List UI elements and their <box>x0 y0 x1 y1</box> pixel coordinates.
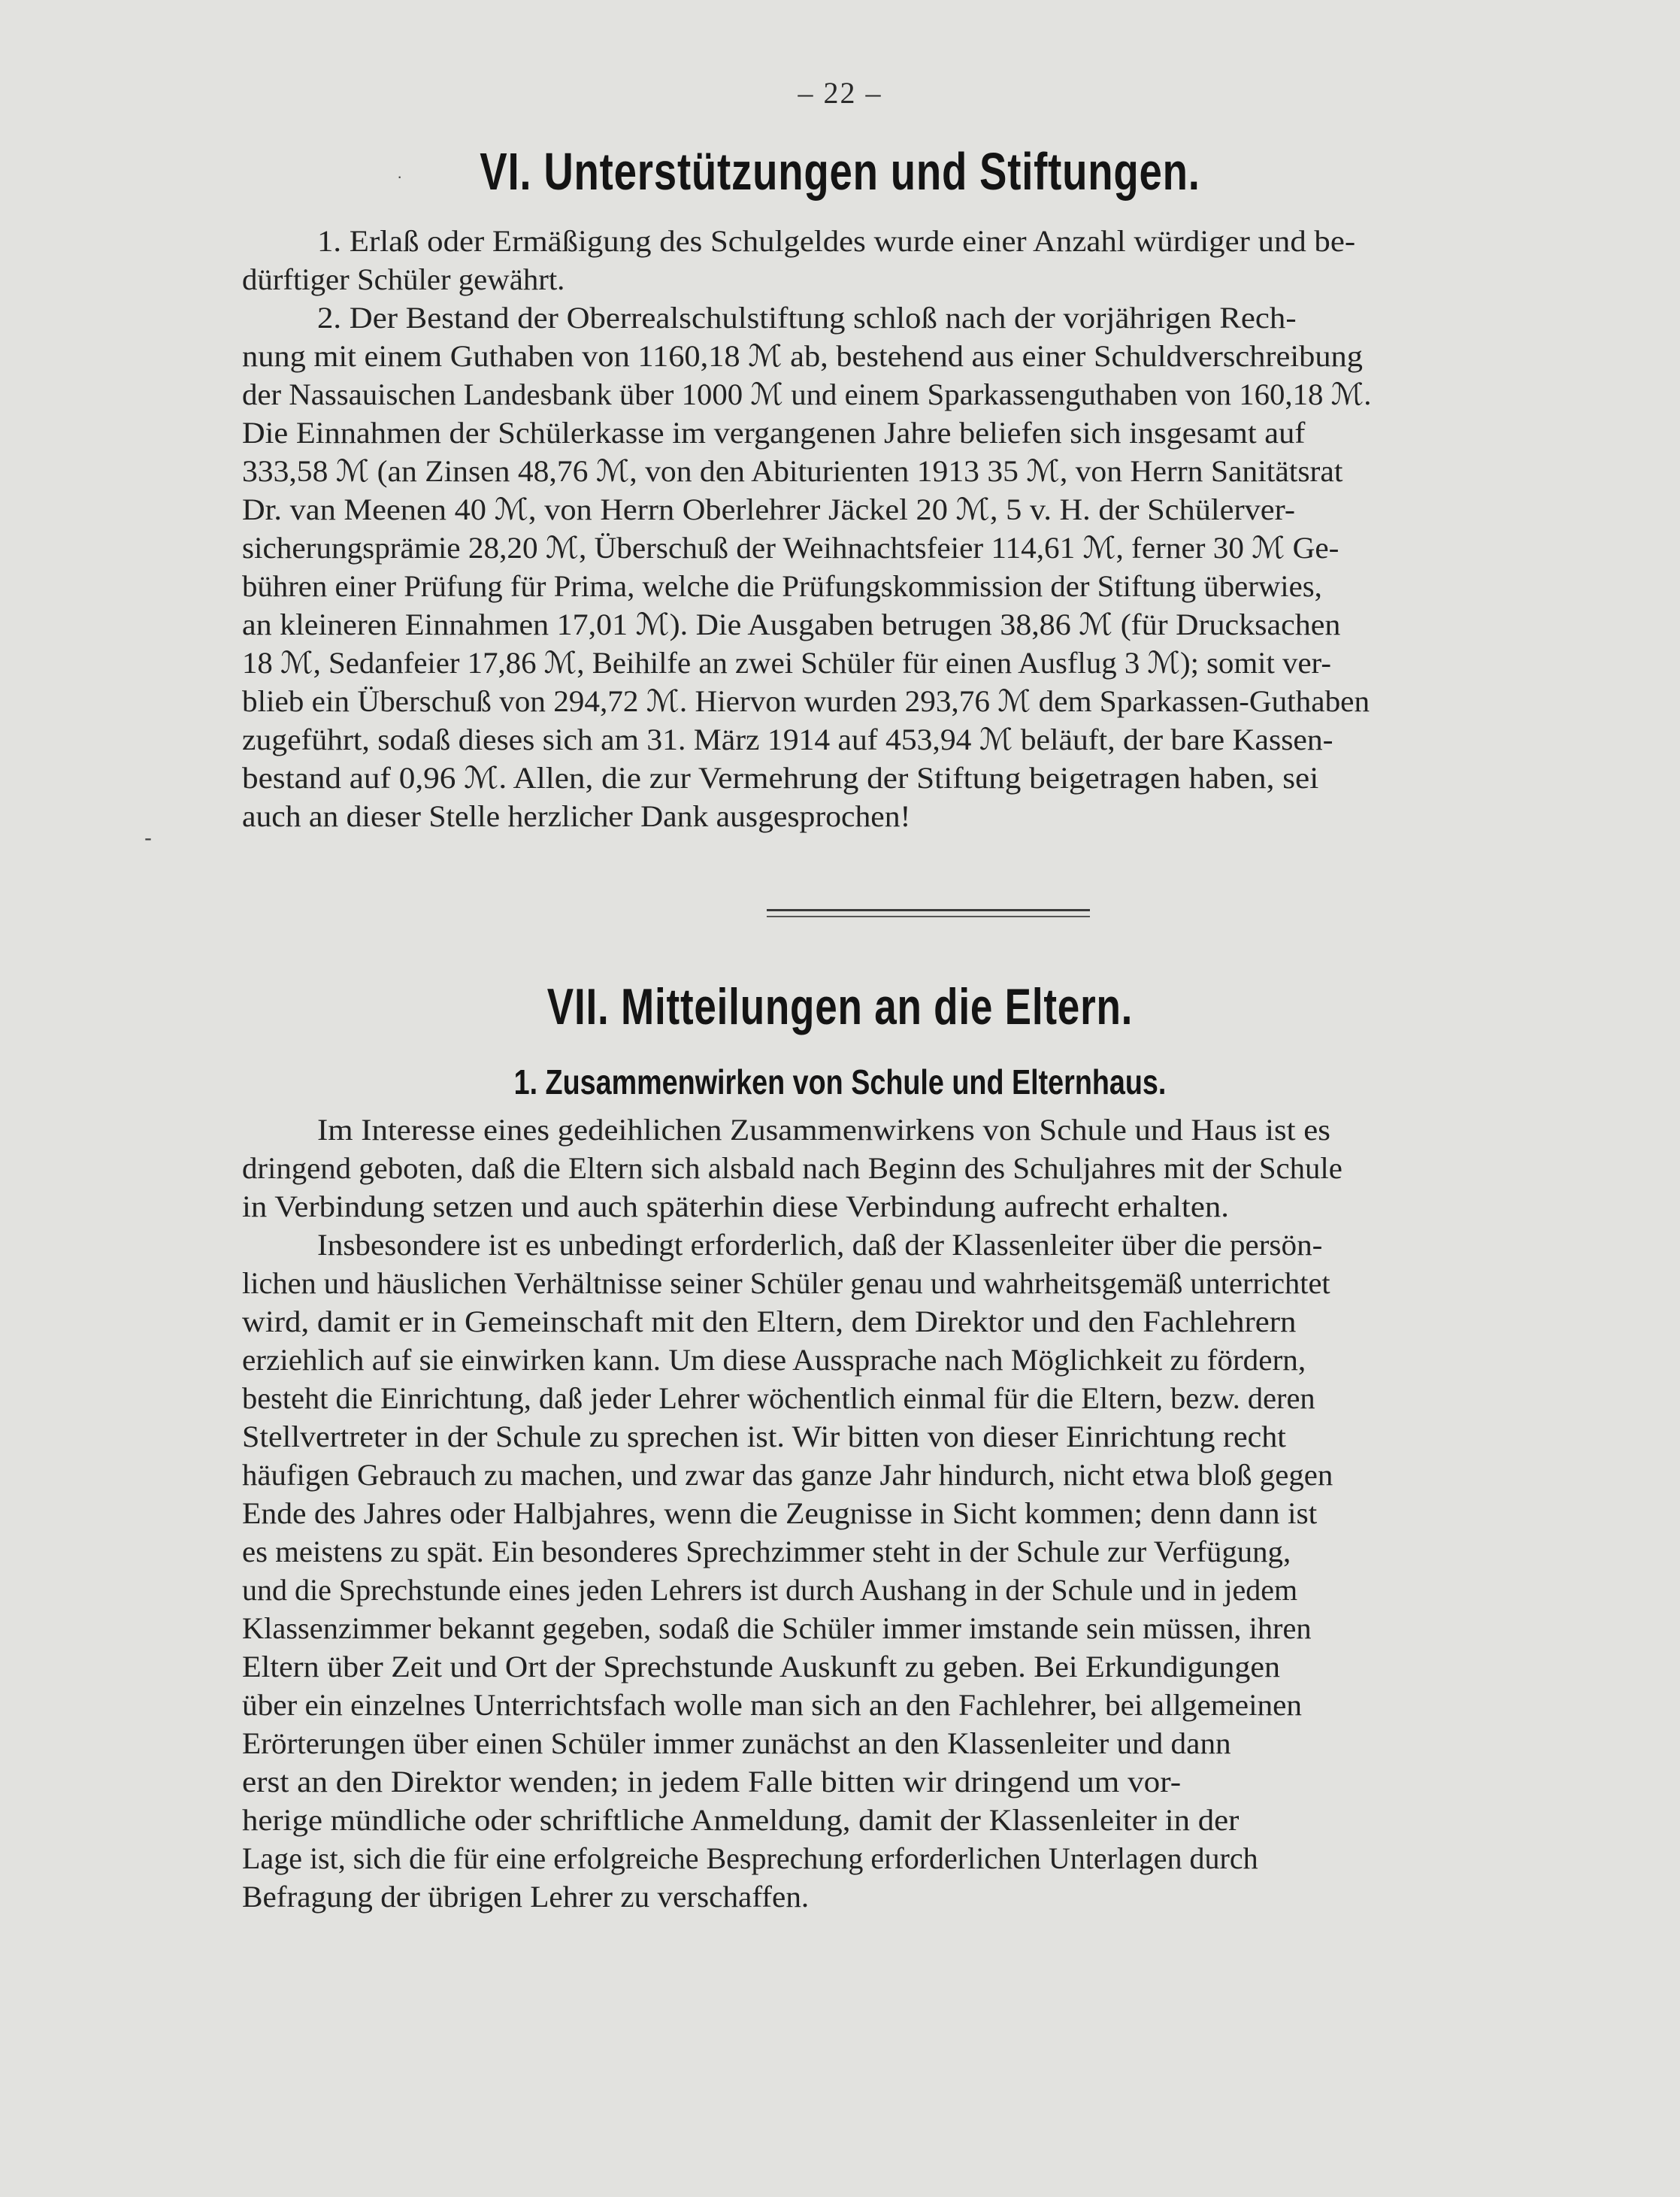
text-line: der Nassauischen Landesbank über 1000 ℳ und einem Sparkassenguthaben von 160,18 ℳ. <box>242 377 1372 411</box>
text-line: besteht die Einrichtung, daß jeder Lehrer wöchentlich einmal für die Eltern, bezw. deren <box>242 1381 1315 1415</box>
text-line: Stellvertreter in der Schule zu sprechen ist. Wir bitten von dieser Einrichtung recht <box>242 1420 1286 1453</box>
section-divider <box>767 909 1090 911</box>
text-line: Befragung der übrigen Lehrer zu verschaffen. <box>242 1880 810 1914</box>
text-line: zugeführt, sodaß dieses sich am 31. März 1914 auf 453,94 ℳ beläuft, der bare Kassen- <box>242 723 1333 756</box>
section-6-heading: VI. Unterstützungen und Stiftungen. <box>480 142 1200 201</box>
text-line: Eltern über Zeit und Ort der Sprechstunde Auskunft zu geben. Bei Erkundigungen <box>242 1650 1280 1683</box>
text-line: erziehlich auf sie einwirken kann. Um diese Aussprache nach Möglichkeit zu fördern, <box>242 1343 1306 1377</box>
section-divider <box>767 916 1090 917</box>
text-line: Klassenzimmer bekannt gegeben, sodaß die Schüler immer imstande sein müssen, ihren <box>242 1611 1312 1645</box>
text-line: erst an den Direktor wenden; in jedem Falle bitten wir dringend um vor- <box>242 1765 1182 1799</box>
text-line: Die Einnahmen der Schülerkasse im vergangenen Jahre beliefen sich insgesamt auf <box>242 416 1306 450</box>
text-line: bühren einer Prüfung für Prima, welche die Prüfungskommission der Stiftung überwies, <box>242 569 1322 603</box>
text-line: es meistens zu spät. Ein besonderes Sprechzimmer steht in der Schule zur Verfügung, <box>242 1535 1291 1568</box>
margin-dot: · <box>397 167 403 186</box>
text-line: nung mit einem Guthaben von 1160,18 ℳ ab, bestehend aus einer Schuldverschreibung <box>242 339 1363 373</box>
page-number: – 22 – <box>798 76 882 110</box>
text-line: Lage ist, sich die für eine erfolgreiche Besprechung erforderlichen Unterlagen durch <box>242 1841 1258 1875</box>
text-line: blieb ein Überschuß von 294,72 ℳ. Hiervon wurden 293,76 ℳ dem Sparkassen-Guthaben <box>242 684 1370 718</box>
text-line: Ende des Jahres oder Halbjahres, wenn die Zeugnisse in Sicht kommen; denn dann ist <box>242 1496 1318 1530</box>
text-line: an kleineren Einnahmen 17,01 ℳ). Die Ausgaben betrugen 38,86 ℳ (für Drucksachen <box>242 608 1341 641</box>
text-line: über ein einzelnes Unterrichtsfach wolle man sich an den Fachlehrer, bei allgemeinen <box>242 1688 1303 1722</box>
text-line: Erörterungen über einen Schüler immer zunächst an den Klassenleiter und dann <box>242 1726 1231 1760</box>
text-line: dringend geboten, daß die Eltern sich alsbald nach Beginn des Schuljahres mit der Schule <box>242 1151 1342 1185</box>
text-line: 1. Erlaß oder Ermäßigung des Schulgeldes wurde einer Anzahl würdiger und be- <box>317 224 1356 258</box>
text-line: 18 ℳ, Sedanfeier 17,86 ℳ, Beihilfe an zwei Schüler für einen Ausflug 3 ℳ); somit ver- <box>242 646 1331 680</box>
text-line: sicherungsprämie 28,20 ℳ, Überschuß der Weihnachtsfeier 114,61 ℳ, ferner 30 ℳ Ge- <box>242 531 1339 565</box>
text-line: Dr. van Meenen 40 ℳ, von Herrn Oberlehrer Jäckel 20 ℳ, 5 v. H. der Schülerver- <box>242 492 1296 526</box>
text-line: auch an dieser Stelle herzlicher Dank ausgesprochen! <box>242 799 911 833</box>
text-line: lichen und häuslichen Verhältnisse seiner Schüler genau und wahrheitsgemäß unterrichtet <box>242 1266 1330 1300</box>
text-line: wird, damit er in Gemeinschaft mit den Eltern, dem Direktor und den Fachlehrern <box>242 1305 1297 1338</box>
text-line: bestand auf 0,96 ℳ. Allen, die zur Vermehrung der Stiftung beigetragen haben, sei <box>242 761 1319 795</box>
text-line: 333,58 ℳ (an Zinsen 48,76 ℳ, von den Abiturienten 1913 35 ℳ, von Herrn Sanitätsrat <box>242 454 1343 488</box>
text-line: 2. Der Bestand der Oberrealschulstiftung schloß nach der vorjährigen Rech- <box>317 301 1297 335</box>
text-line: und die Sprechstunde eines jeden Lehrers ist durch Aushang in der Schule und in jedem <box>242 1573 1298 1607</box>
text-line: häufigen Gebrauch zu machen, und zwar das ganze Jahr hindurch, nicht etwa bloß gegen <box>242 1458 1333 1492</box>
text-line: Im Interesse eines gedeihlichen Zusammenwirkens von Schule und Haus ist es <box>317 1113 1330 1147</box>
section-7-heading: VII. Mitteilungen an die Eltern. <box>546 978 1134 1035</box>
text-line: dürftiger Schüler gewährt. <box>242 262 565 296</box>
section-7-subheading: 1. Zusammenwirken von Schule und Elternhaus. <box>513 1062 1167 1102</box>
text-line: in Verbindung setzen und auch späterhin diese Verbindung aufrecht erhalten. <box>242 1189 1229 1223</box>
margin-dash: - <box>144 826 152 850</box>
text-line: herige mündliche oder schriftliche Anmeldung, damit der Klassenleiter in der <box>242 1803 1240 1837</box>
text-line: Insbesondere ist es unbedingt erforderlich, daß der Klassenleiter über die persön- <box>317 1228 1323 1262</box>
